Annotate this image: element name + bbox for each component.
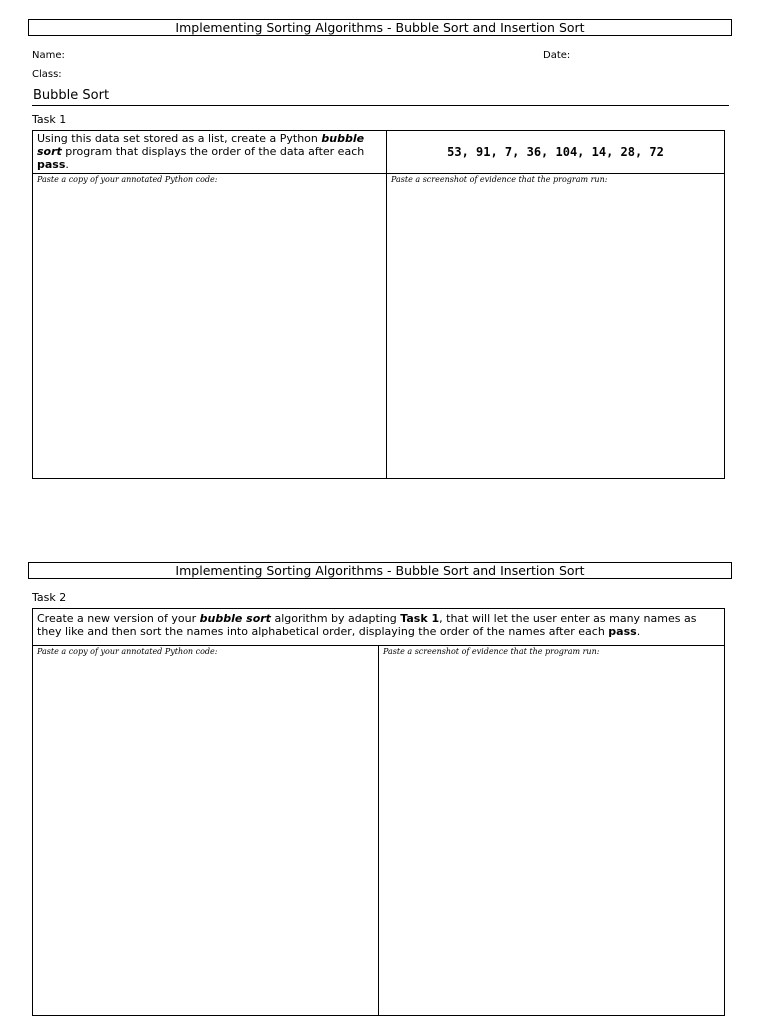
task2-code-area[interactable] <box>33 646 379 1016</box>
task1-dataset: 53, 91, 7, 36, 104, 14, 28, 72 <box>387 131 725 174</box>
task2-label: Task 2 <box>32 591 67 604</box>
task1-label: Task 1 <box>32 113 67 126</box>
evidence-area-label: Paste a screenshot of evidence that the program run: <box>383 647 600 656</box>
page-title: Implementing Sorting Algorithms - Bubble Sort and Insertion Sort <box>28 19 732 36</box>
date-label: Date: <box>543 50 571 61</box>
task2-evidence-area[interactable] <box>379 646 725 1016</box>
task1-instructions: Using this data set stored as a list, create a Python bubble sort program that displays the order of the data after each pass. <box>33 131 387 174</box>
task1-code-area[interactable] <box>33 174 387 479</box>
task1-evidence-area[interactable] <box>387 174 725 479</box>
task2-table <box>32 608 725 1016</box>
task2-instructions: Create a new version of your bubble sort algorithm by adapting Task 1, that will let the user enter as many names as they like and then sort the names into alphabetical order, displaying the order of the names after each pass. <box>33 609 725 646</box>
task1-table <box>32 130 725 479</box>
code-area-label: Paste a copy of your annotated Python code: <box>37 175 218 184</box>
class-label: Class: <box>32 69 62 80</box>
evidence-area-label: Paste a screenshot of evidence that the program run: <box>391 175 608 184</box>
code-area-label: Paste a copy of your annotated Python code: <box>37 647 218 656</box>
section-heading: Bubble Sort <box>33 88 110 103</box>
section-divider <box>32 105 729 106</box>
name-label: Name: <box>32 50 65 61</box>
page-title-2: Implementing Sorting Algorithms - Bubble Sort and Insertion Sort <box>28 562 732 579</box>
